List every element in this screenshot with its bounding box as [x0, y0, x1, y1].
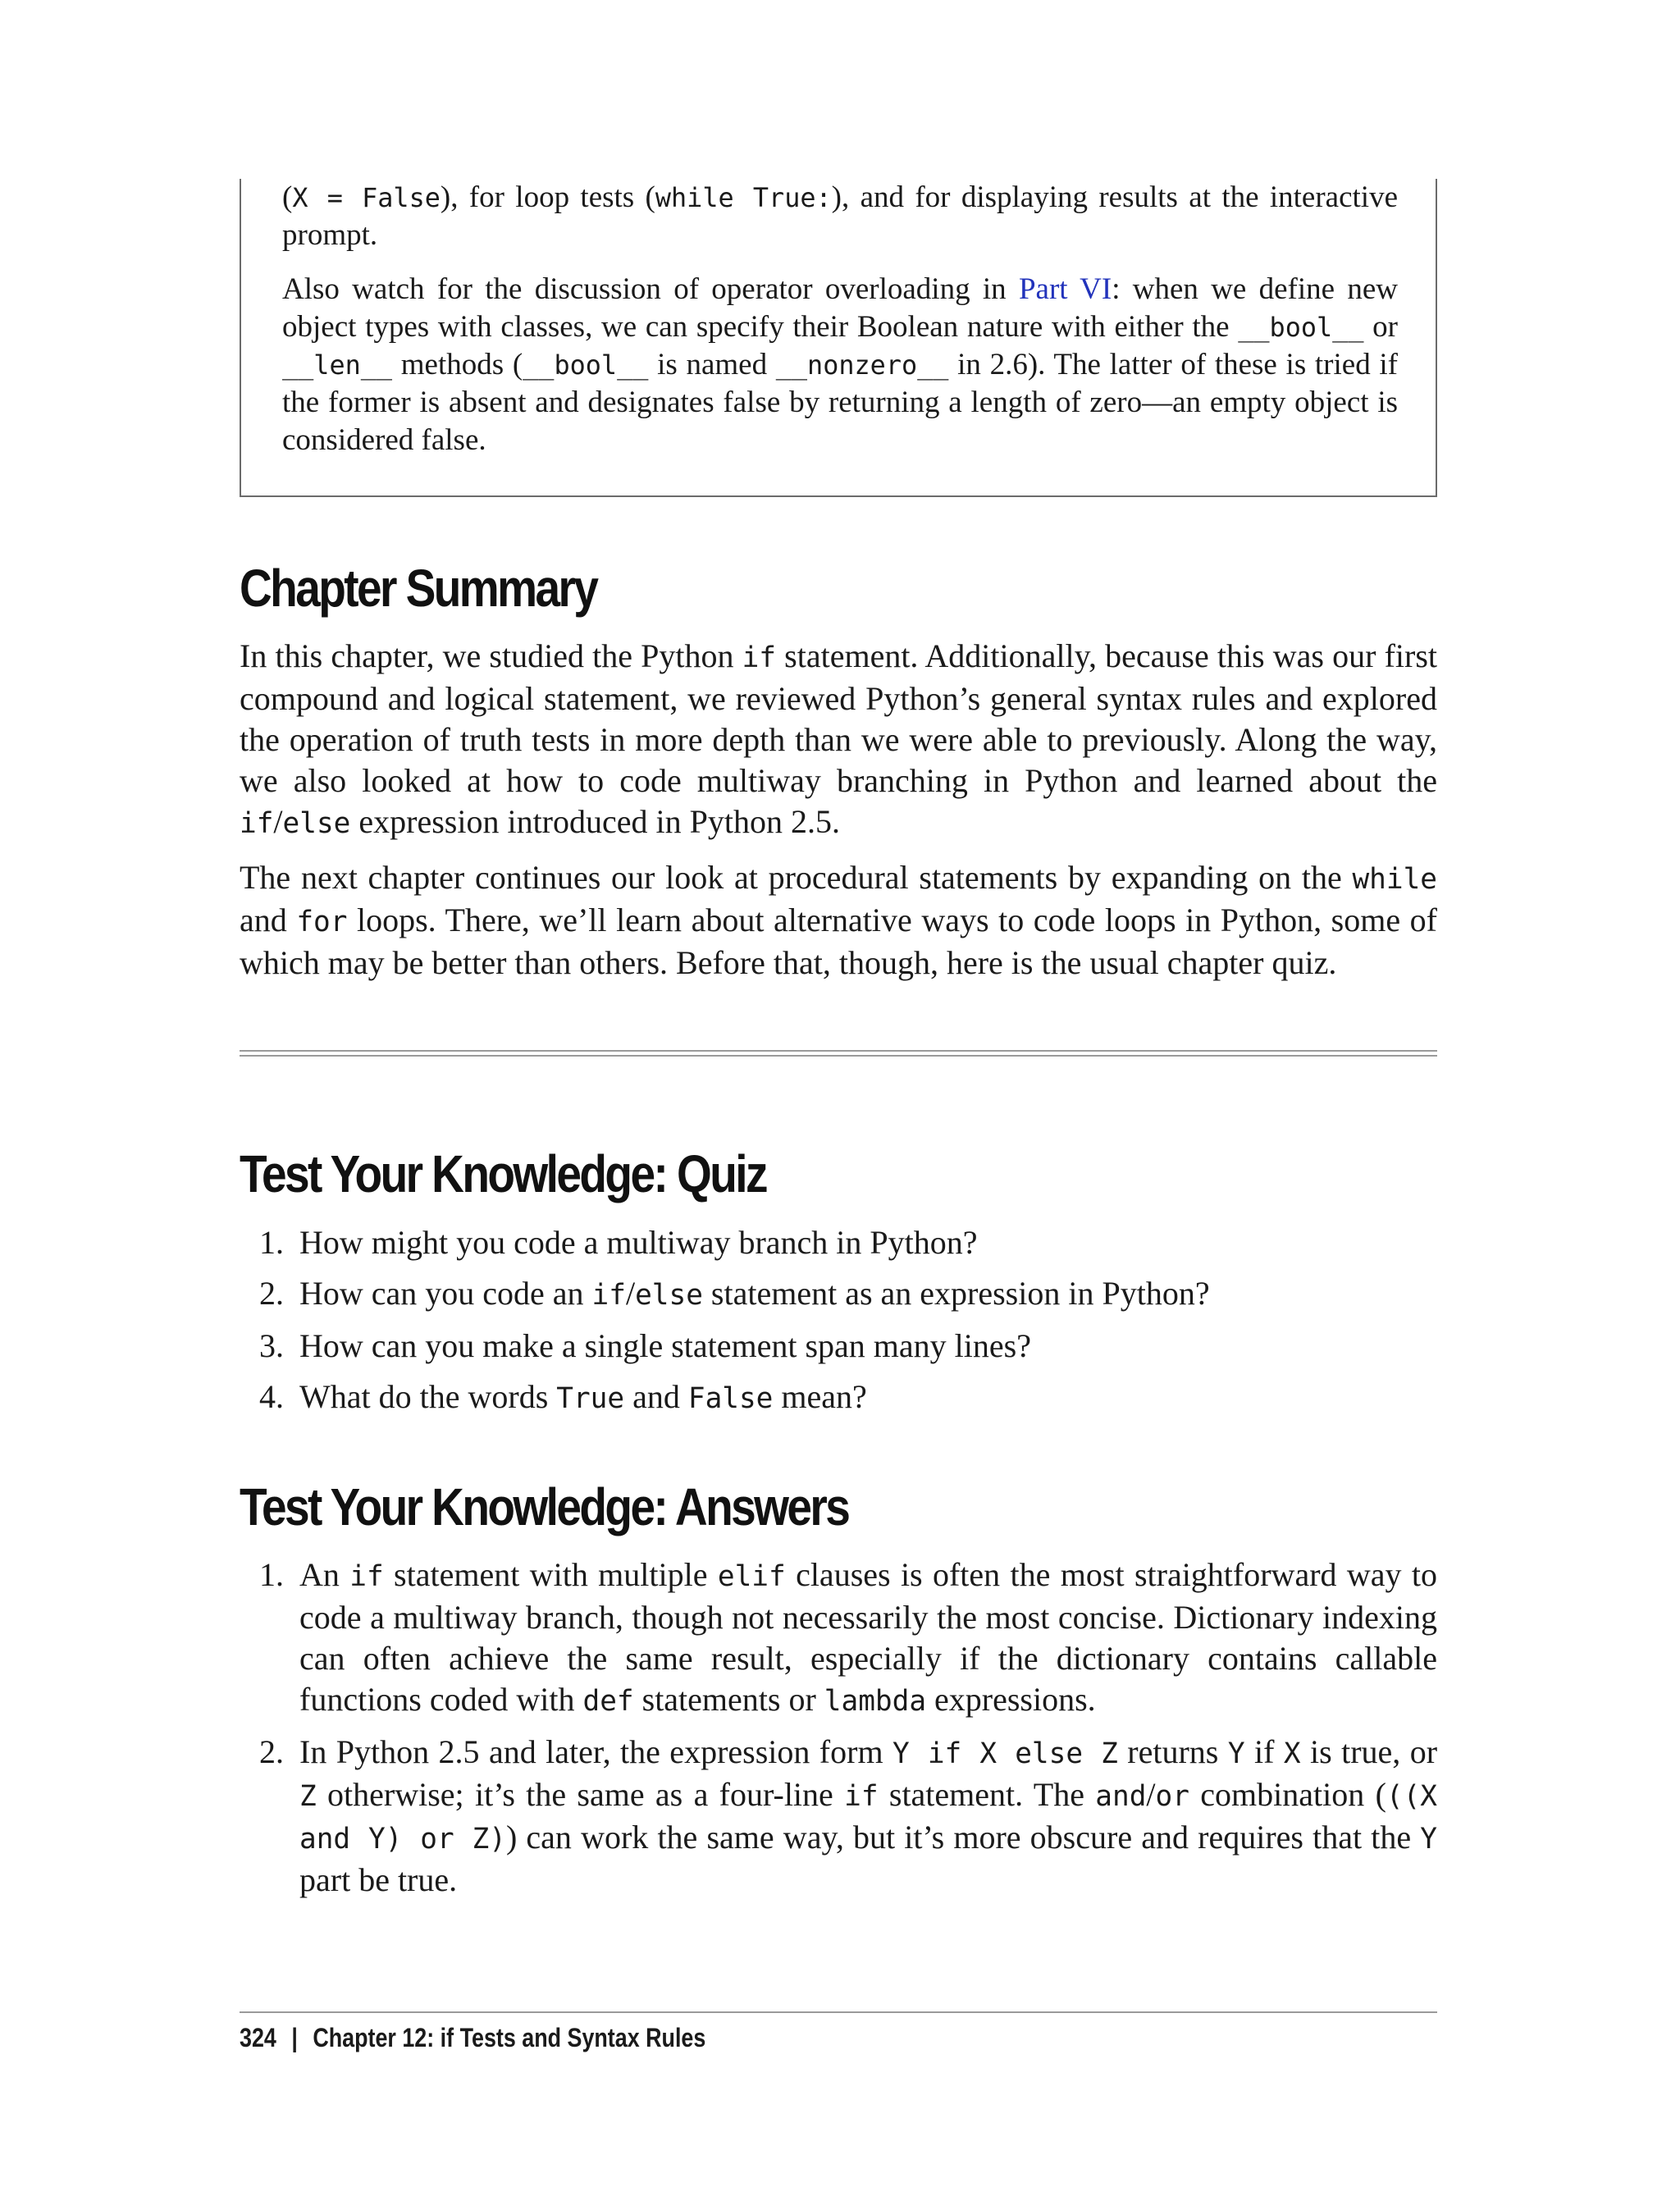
text: /	[1146, 1776, 1156, 1813]
text: loops. There, we’ll learn about alternative ways to code loops in Python, some of which may be better than others. Before that, though, here is the usual chapter quiz.	[240, 902, 1437, 981]
inline-code: X	[1283, 1737, 1301, 1770]
list-item	[240, 1732, 1437, 1901]
section-heading-chapter-summary: Chapter Summary	[240, 559, 597, 618]
text: ), and for displaying results at the interactive prompt.	[282, 180, 1398, 252]
text: and	[240, 902, 297, 938]
list-item	[240, 1554, 1437, 1722]
text: An	[299, 1556, 350, 1593]
inline-code: def	[582, 1685, 634, 1718]
inline-code: or	[1155, 1780, 1189, 1813]
text: returns	[1117, 1733, 1228, 1770]
inline-code: X = False	[292, 182, 441, 213]
footer-rule	[240, 2011, 1437, 2013]
inline-code: lambda	[824, 1685, 927, 1718]
page-footer	[240, 2023, 705, 2053]
inline-code: __bool__	[1238, 312, 1364, 343]
text: : when we define new object types with classes, we can specify their Boolean nature with either the	[282, 272, 1398, 344]
running-footer-chapter: Chapter 12: if Tests and Syntax Rules	[313, 2023, 706, 2052]
text: ), for loop tests (	[440, 180, 655, 214]
text: part be true.	[299, 1861, 458, 1898]
section-heading-answers: Test Your Knowledge: Answers	[240, 1477, 849, 1536]
item-number: 3.	[259, 1327, 284, 1364]
text: ) can work the same way, but it’s more obscure and requires that the	[505, 1819, 1421, 1856]
text: In Python 2.5 and later, the expression form	[299, 1733, 892, 1770]
inline-code: Y	[1227, 1737, 1245, 1770]
inline-code: Y if X else Z	[892, 1737, 1118, 1770]
inline-code: Z	[299, 1780, 317, 1813]
text: statement. The	[878, 1776, 1096, 1813]
text: How might you code a multiway branch in Python?	[299, 1224, 978, 1261]
quiz-list	[240, 1222, 1437, 1429]
list-item	[240, 1326, 1437, 1367]
inline-code: __nonzero__	[775, 349, 949, 381]
sidebar-box	[240, 179, 1437, 497]
text: mean?	[773, 1378, 867, 1415]
inline-code: if	[349, 1560, 384, 1593]
item-number: 1.	[259, 1224, 284, 1261]
text: Also watch for the discussion of operator overloading in	[282, 272, 1019, 306]
inline-code: __len__	[282, 349, 393, 381]
section-heading-quiz: Test Your Knowledge: Quiz	[240, 1144, 766, 1203]
text: expressions.	[926, 1681, 1096, 1718]
book-page	[240, 0, 1440, 2205]
text: otherwise; it’s the same as a four-line	[316, 1776, 845, 1813]
text: and	[624, 1378, 688, 1415]
item-number: 2.	[259, 1275, 284, 1312]
list-item	[240, 1222, 1437, 1263]
inline-code: Y	[1420, 1823, 1437, 1856]
text: combination (	[1189, 1776, 1386, 1813]
inline-code: ((X and Y) or Z)	[299, 1780, 1438, 1856]
text: is true, or	[1300, 1733, 1438, 1770]
text: statement. Additionally, because this was our first compound and logical statement, we reviewed Python’s general syntax rules and explored the operation of truth tests in more depth than we were able to previously. Along the way, we also looked at how to code multiway branching in Python and learned about the	[240, 637, 1437, 799]
inline-code: False	[687, 1382, 774, 1415]
inline-code: while True:	[655, 182, 832, 213]
inline-code: if	[742, 641, 777, 674]
text: or	[1363, 310, 1398, 344]
inline-code: if	[844, 1780, 879, 1813]
text: In this chapter, we studied the Python	[240, 637, 742, 674]
text: /	[273, 803, 283, 840]
inline-code: if	[240, 807, 274, 840]
sidebar-paragraph	[282, 271, 1398, 459]
text: statement with multiple	[383, 1556, 718, 1593]
part-vi-link[interactable]: Part VI	[1018, 272, 1112, 306]
inline-code: if	[591, 1279, 626, 1312]
text: /	[625, 1275, 636, 1312]
text: How can you code an	[299, 1275, 592, 1312]
sidebar-paragraph	[282, 179, 1398, 254]
item-number: 2.	[259, 1733, 284, 1770]
inline-code: elif	[717, 1560, 786, 1593]
text: clauses is often the most straightforward way to code a multiway branch, though not necessarily the most concise. Dictionary indexing can often achieve the same result, especially if the dictionary contains callable functions coded with	[299, 1556, 1438, 1718]
text: in 2.6). The latter of these is tried if the former is absent and designates false by returning a length of zero—an empty object is considered false.	[282, 348, 1398, 457]
text: statement as an expression in Python?	[702, 1275, 1210, 1312]
inline-code: else	[282, 807, 351, 840]
text: What do the words	[299, 1378, 557, 1415]
text: expression introduced in Python 2.5.	[350, 803, 840, 840]
list-item	[240, 1273, 1437, 1316]
summary-paragraph	[240, 857, 1437, 984]
page-number: 324	[240, 2023, 276, 2052]
text: statements or	[633, 1681, 824, 1718]
text: (	[282, 180, 293, 214]
list-item	[240, 1376, 1437, 1419]
inline-code: else	[635, 1279, 703, 1312]
text: if	[1244, 1733, 1284, 1770]
text: The next chapter continues our look at procedural statements by expanding on the	[240, 859, 1353, 896]
inline-code: and	[1095, 1780, 1147, 1813]
item-number: 4.	[259, 1378, 284, 1415]
footer-separator: |	[291, 2023, 298, 2052]
summary-paragraph	[240, 636, 1437, 844]
item-number: 1.	[259, 1556, 284, 1593]
section-divider	[240, 1050, 1437, 1057]
inline-code: True	[556, 1382, 625, 1415]
answers-list	[240, 1554, 1437, 1911]
inline-code: __bool__	[523, 349, 649, 381]
text: methods (	[392, 348, 523, 381]
inline-code: while	[1352, 863, 1437, 896]
inline-code: for	[296, 906, 348, 938]
text: How can you make a single statement span many lines?	[299, 1327, 1031, 1364]
text: is named	[648, 348, 776, 381]
